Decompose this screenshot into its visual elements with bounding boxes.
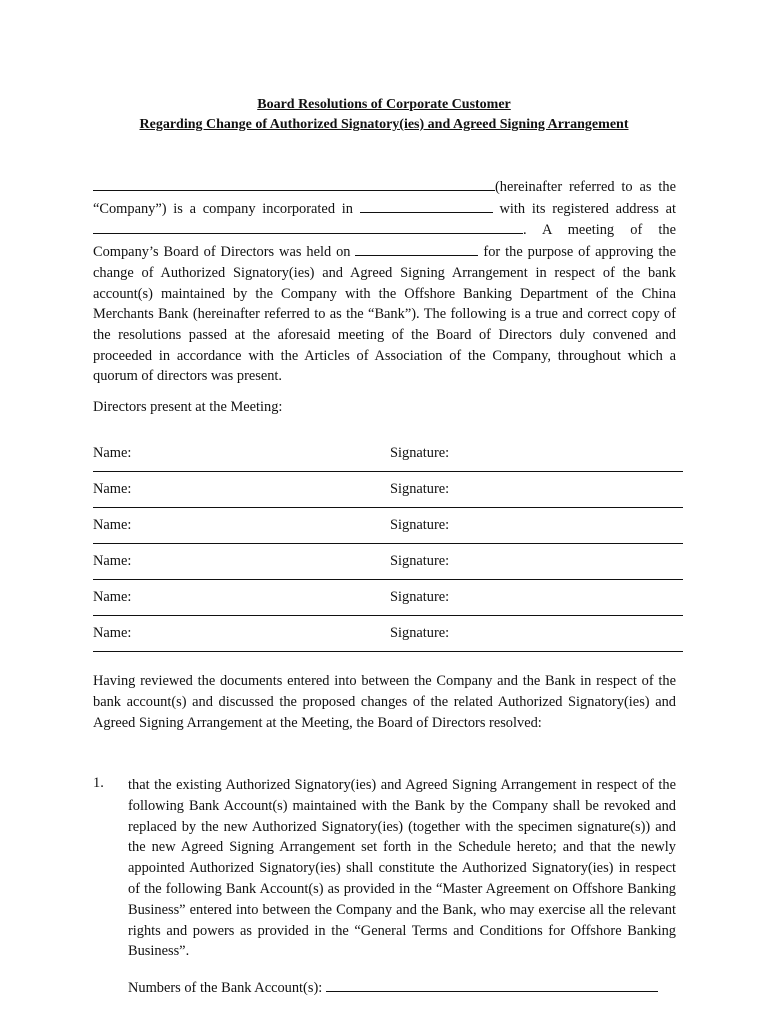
director-row[interactable] (93, 580, 683, 616)
director-row[interactable] (93, 616, 683, 652)
review-paragraph: Having reviewed the documents entered into between the Company and the Bank in respect of the bank account(s) and discussed the proposed changes of the related Authorized Signatory(ies) and Agreed Signing Arrangement at the Meeting, the Board of Directors resolved: (93, 673, 676, 731)
registered-address-blank[interactable] (93, 219, 523, 234)
intro-paragraph (93, 176, 676, 387)
document-title (0, 95, 768, 135)
title-line-1: Board Resolutions of Corporate Customer (257, 97, 511, 112)
signature-label: Signature: (390, 553, 450, 569)
intro-text-1: (hereinafter referred to as the “Company”) is a company incorporated in (93, 179, 676, 217)
intro-text-4: for the purpose of approving the change of Authorized Signatory(ies) and Agreed Signing Arrangement in respect of the bank account(s) maintained by the Company with the Offshore Banking Department of the China Merchants Bank (hereinafter referred to as the “Bank”). The following is a true and correct copy of the resolutions passed at the aforesaid meeting of the Board of Directors duly convened and proceeded in accordance with the Articles of Association of the Company, throughout which a quorum of directors was present. (93, 244, 676, 385)
signature-label: Signature: (390, 481, 450, 497)
meeting-date-blank[interactable] (355, 241, 478, 256)
director-row[interactable] (93, 436, 683, 472)
director-row[interactable] (93, 544, 683, 580)
incorporation-place-blank[interactable] (360, 198, 493, 213)
account-numbers-label: Numbers of the Bank Account(s): (128, 980, 323, 996)
account-numbers-blank[interactable] (326, 977, 658, 992)
title-line-2: Regarding Change of Authorized Signatory(ies) and Agreed Signing Arrangement (139, 117, 629, 132)
intro-text-2: with its registered address at (499, 200, 676, 217)
name-label: Name: (93, 445, 132, 461)
signature-label: Signature: (390, 625, 450, 641)
name-label: Name: (93, 589, 132, 605)
resolution-number: 1. (93, 775, 104, 791)
name-label: Name: (93, 625, 132, 641)
name-label: Name: (93, 481, 132, 497)
intro-text-3: . A meeting of the Company’s Board of Directors was held on (93, 222, 676, 261)
director-row[interactable] (93, 508, 683, 544)
signature-label: Signature: (390, 445, 450, 461)
directors-heading: Directors present at the Meeting: (93, 399, 283, 415)
director-row[interactable] (93, 472, 683, 508)
company-name-blank[interactable] (93, 176, 495, 191)
name-label: Name: (93, 553, 132, 569)
resolution-text: that the existing Authorized Signatory(ies) and Agreed Signing Arrangement in respect of the following Bank Account(s) maintained with the Bank by the Company shall be revoked and replaced by the new Authorized Signatory(ies) (together with the specimen signature(s)) and the new Agreed Signing Arrangement set forth in the Schedule hereto; and that the newly appointed Authorized Signatory(ies) shall constitute the Authorized Signatory(ies) in respect of the following Bank Account(s) as provided in the “Master Agreement on Offshore Banking Business” entered into between the Company and the Bank, who may exercise all the relevant rights and powers as provided in the “General Terms and Conditions for Offshore Banking Business”. (128, 777, 676, 960)
name-label: Name: (93, 517, 132, 533)
account-numbers-line (128, 977, 658, 997)
directors-table (93, 436, 683, 652)
signature-label: Signature: (390, 517, 450, 533)
signature-label: Signature: (390, 589, 450, 605)
